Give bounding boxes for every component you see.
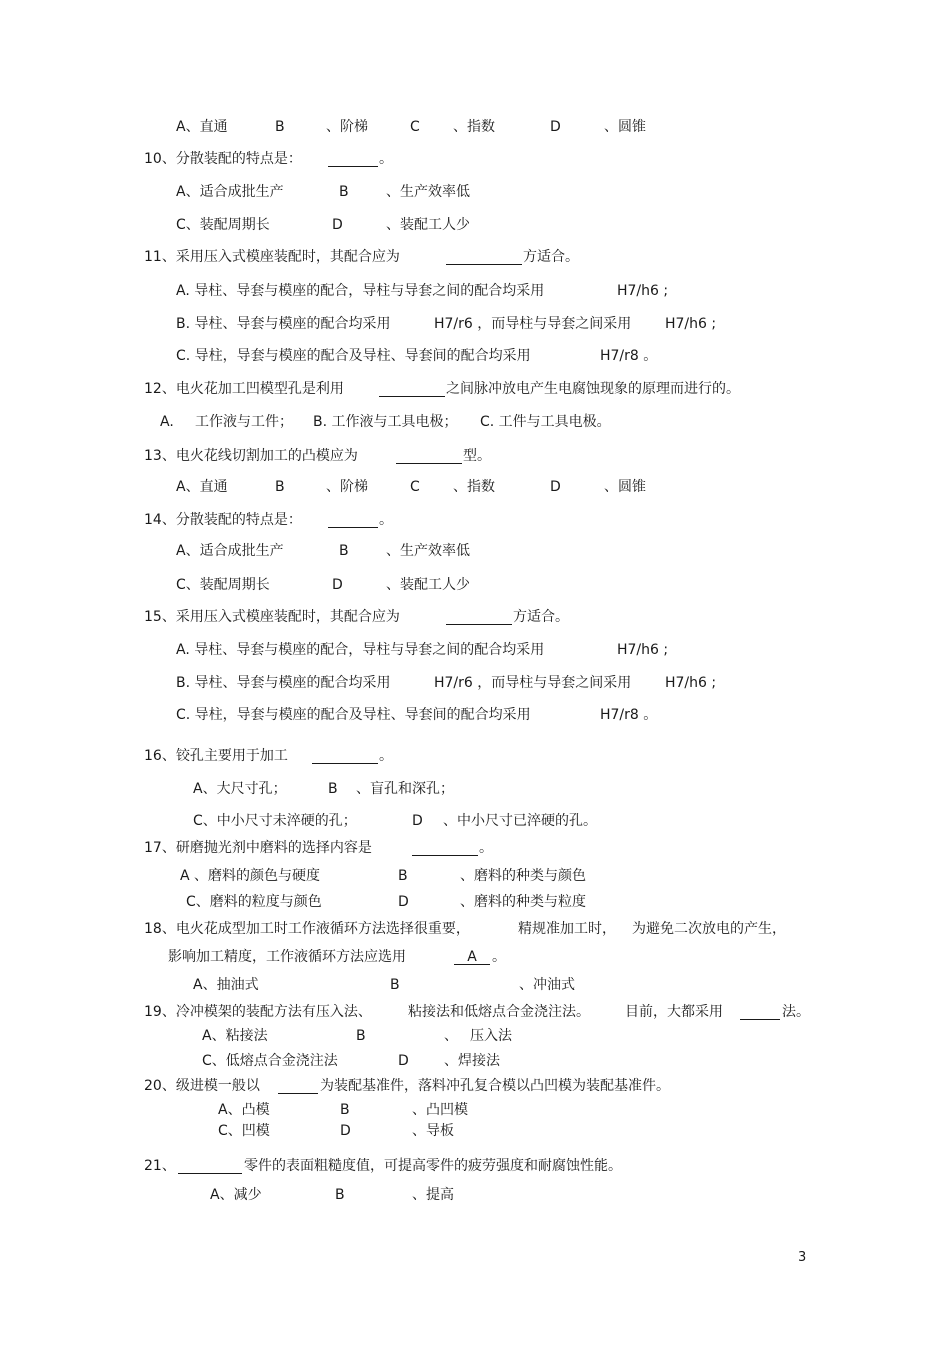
text-segment: 、圆锥 — [604, 119, 646, 135]
text-segment: B — [356, 1028, 366, 1044]
text-segment: A、减少 — [210, 1187, 262, 1203]
text-segment: A、适合成批生产 — [176, 184, 284, 200]
text-segment: H7/r8 。 — [600, 348, 658, 364]
answer-blank — [328, 511, 378, 528]
text-segment: D — [340, 1123, 351, 1139]
text-segment: 法。 — [782, 1004, 810, 1020]
answer-blank — [278, 1077, 318, 1094]
text-segment: 、磨料的种类与粒度 — [460, 894, 586, 910]
text-segment: 、凸凹模 — [412, 1102, 468, 1118]
text-segment: A. 导柱、导套与模座的配合，导柱与导套之间的配合均采用 — [176, 642, 545, 658]
text-segment: C、凹模 — [218, 1123, 270, 1139]
text-segment: A、直通 — [176, 479, 228, 495]
text-segment: 为避免二次放电的产生， — [632, 921, 786, 937]
text-segment: A、适合成批生产 — [176, 543, 284, 559]
text-segment: D — [398, 894, 409, 910]
text-segment: B. 工作液与工具电极； — [313, 414, 458, 430]
text-segment: D — [550, 119, 561, 135]
text-segment: B. 导柱、导套与模座的配合均采用 — [176, 316, 391, 332]
text-segment: A、抽油式 — [193, 977, 259, 993]
text-segment: 方适合。 — [523, 249, 579, 265]
text-segment: H7/r6 ，而导柱与导套之间采用 — [434, 675, 632, 691]
text-segment: 工作液与工件； — [195, 414, 293, 430]
text-segment: 之间脉冲放电产生电腐蚀现象的原理而进行的。 — [446, 381, 740, 397]
answer-blank — [396, 447, 462, 464]
text-segment: 、焊接法 — [444, 1053, 500, 1069]
text-segment: 、圆锥 — [604, 479, 646, 495]
text-segment: 、中小尺寸已淬硬的孔。 — [443, 813, 597, 829]
text-segment: 14、分散装配的特点是： — [144, 512, 302, 528]
text-segment: B — [275, 119, 285, 135]
text-segment: D — [412, 813, 423, 829]
text-segment: 方适合。 — [513, 609, 569, 625]
answer-blank — [446, 608, 512, 625]
text-segment: B — [339, 543, 349, 559]
text-segment: B — [398, 868, 408, 884]
text-segment: 、指数 — [453, 119, 495, 135]
text-segment: B. 导柱、导套与模座的配合均采用 — [176, 675, 391, 691]
text-segment: A、凸模 — [218, 1102, 270, 1118]
text-segment: 12、电火花加工凹模型孔是利用 — [144, 381, 344, 397]
text-segment: H7/h6 ; — [665, 316, 717, 332]
answer-blank — [446, 248, 522, 265]
text-segment: 、生产效率低 — [386, 543, 470, 559]
text-segment: 13、电火花线切割加工的凸模应为 — [144, 448, 358, 464]
text-segment: A. 导柱、导套与模座的配合，导柱与导套之间的配合均采用 — [176, 283, 545, 299]
text-segment: C. 导柱，导套与模座的配合及导柱、导套间的配合均采用 — [176, 348, 531, 364]
text-segment: A. — [160, 414, 174, 430]
text-segment: 、装配工人少 — [386, 577, 470, 593]
text-segment: 粘接法和低熔点合金浇注法。 — [408, 1004, 590, 1020]
text-segment: 、提高 — [412, 1187, 454, 1203]
text-segment: B — [340, 1102, 350, 1118]
text-segment: 21、 — [144, 1158, 176, 1174]
answer-blank — [328, 150, 378, 167]
text-segment: A、大尺寸孔； — [193, 781, 287, 797]
text-segment: 为装配基准件，落料冲孔复合模以凸凹模为装配基准件。 — [320, 1078, 670, 1094]
text-segment: D — [332, 577, 343, 593]
text-segment: 目前，大都采用 — [625, 1004, 723, 1020]
text-segment: H7/h6 ; — [617, 283, 669, 299]
text-segment: C — [410, 479, 420, 495]
text-segment: D — [332, 217, 343, 233]
text-segment: B — [339, 184, 349, 200]
text-segment: A 、磨料的颜色与硬度 — [180, 868, 321, 884]
text-segment: 、指数 — [453, 479, 495, 495]
text-segment: 10、分散装配的特点是： — [144, 151, 302, 167]
text-segment: 精规准加工时， — [518, 921, 616, 937]
text-segment: 。 — [379, 151, 393, 167]
answer-blank: A — [454, 948, 490, 965]
text-segment: B — [328, 781, 338, 797]
text-segment: 。 — [379, 748, 393, 764]
text-segment: 。 — [492, 949, 506, 965]
answer-blank — [412, 839, 478, 856]
text-segment: C. 工件与工具电极。 — [480, 414, 611, 430]
text-segment: H7/r8 。 — [600, 707, 658, 723]
text-segment: 20、级进模一般以 — [144, 1078, 260, 1094]
text-segment: B — [335, 1187, 345, 1203]
text-segment: 18、电火花成型加工时工作液循环方法选择很重要， — [144, 921, 470, 937]
text-segment: H7/h6 ; — [617, 642, 669, 658]
text-segment: 、 — [444, 1028, 458, 1044]
text-segment: C、磨料的粒度与颜色 — [186, 894, 322, 910]
text-segment: 型。 — [463, 448, 491, 464]
text-segment: B — [390, 977, 400, 993]
text-segment: 11、采用压入式模座装配时，其配合应为 — [144, 249, 400, 265]
text-segment: 。 — [479, 840, 493, 856]
text-segment: C. 导柱，导套与模座的配合及导柱、导套间的配合均采用 — [176, 707, 531, 723]
page-number: 3 — [798, 1250, 807, 1265]
text-segment: 。 — [379, 512, 393, 528]
text-segment: 、导板 — [412, 1123, 454, 1139]
text-segment: 15、采用压入式模座装配时，其配合应为 — [144, 609, 400, 625]
text-segment: C、中小尺寸未淬硬的孔； — [193, 813, 357, 829]
answer-blank — [740, 1003, 780, 1020]
text-segment: 零件的表面粗糙度值，可提高零件的疲劳强度和耐腐蚀性能。 — [244, 1158, 622, 1174]
text-segment: 压入法 — [470, 1028, 512, 1044]
text-segment: 、盲孔和深孔； — [356, 781, 454, 797]
text-segment: 、装配工人少 — [386, 217, 470, 233]
text-segment: C、装配周期长 — [176, 217, 270, 233]
text-segment: C、低熔点合金浇注法 — [202, 1053, 338, 1069]
answer-blank — [379, 380, 445, 397]
text-segment: H7/r6 ，而导柱与导套之间采用 — [434, 316, 632, 332]
text-segment: 、阶梯 — [326, 479, 368, 495]
text-segment: 、冲油式 — [519, 977, 575, 993]
text-segment: 16、铰孔主要用于加工 — [144, 748, 288, 764]
text-segment: A、直通 — [176, 119, 228, 135]
text-segment: C、装配周期长 — [176, 577, 270, 593]
text-segment: 19、冷冲模架的装配方法有压入法、 — [144, 1004, 372, 1020]
text-segment: 、阶梯 — [326, 119, 368, 135]
text-segment: C — [410, 119, 420, 135]
text-segment: A、粘接法 — [202, 1028, 268, 1044]
answer-blank — [312, 747, 378, 764]
text-segment: 、磨料的种类与颜色 — [460, 868, 586, 884]
text-segment: 17、研磨抛光剂中磨料的选择内容是 — [144, 840, 372, 856]
text-segment: D — [398, 1053, 409, 1069]
text-segment: H7/h6 ; — [665, 675, 717, 691]
text-segment: 影响加工精度，工作液循环方法应选用 — [168, 949, 406, 965]
answer-blank — [178, 1157, 242, 1174]
text-segment: 、生产效率低 — [386, 184, 470, 200]
text-segment: B — [275, 479, 285, 495]
text-segment: D — [550, 479, 561, 495]
